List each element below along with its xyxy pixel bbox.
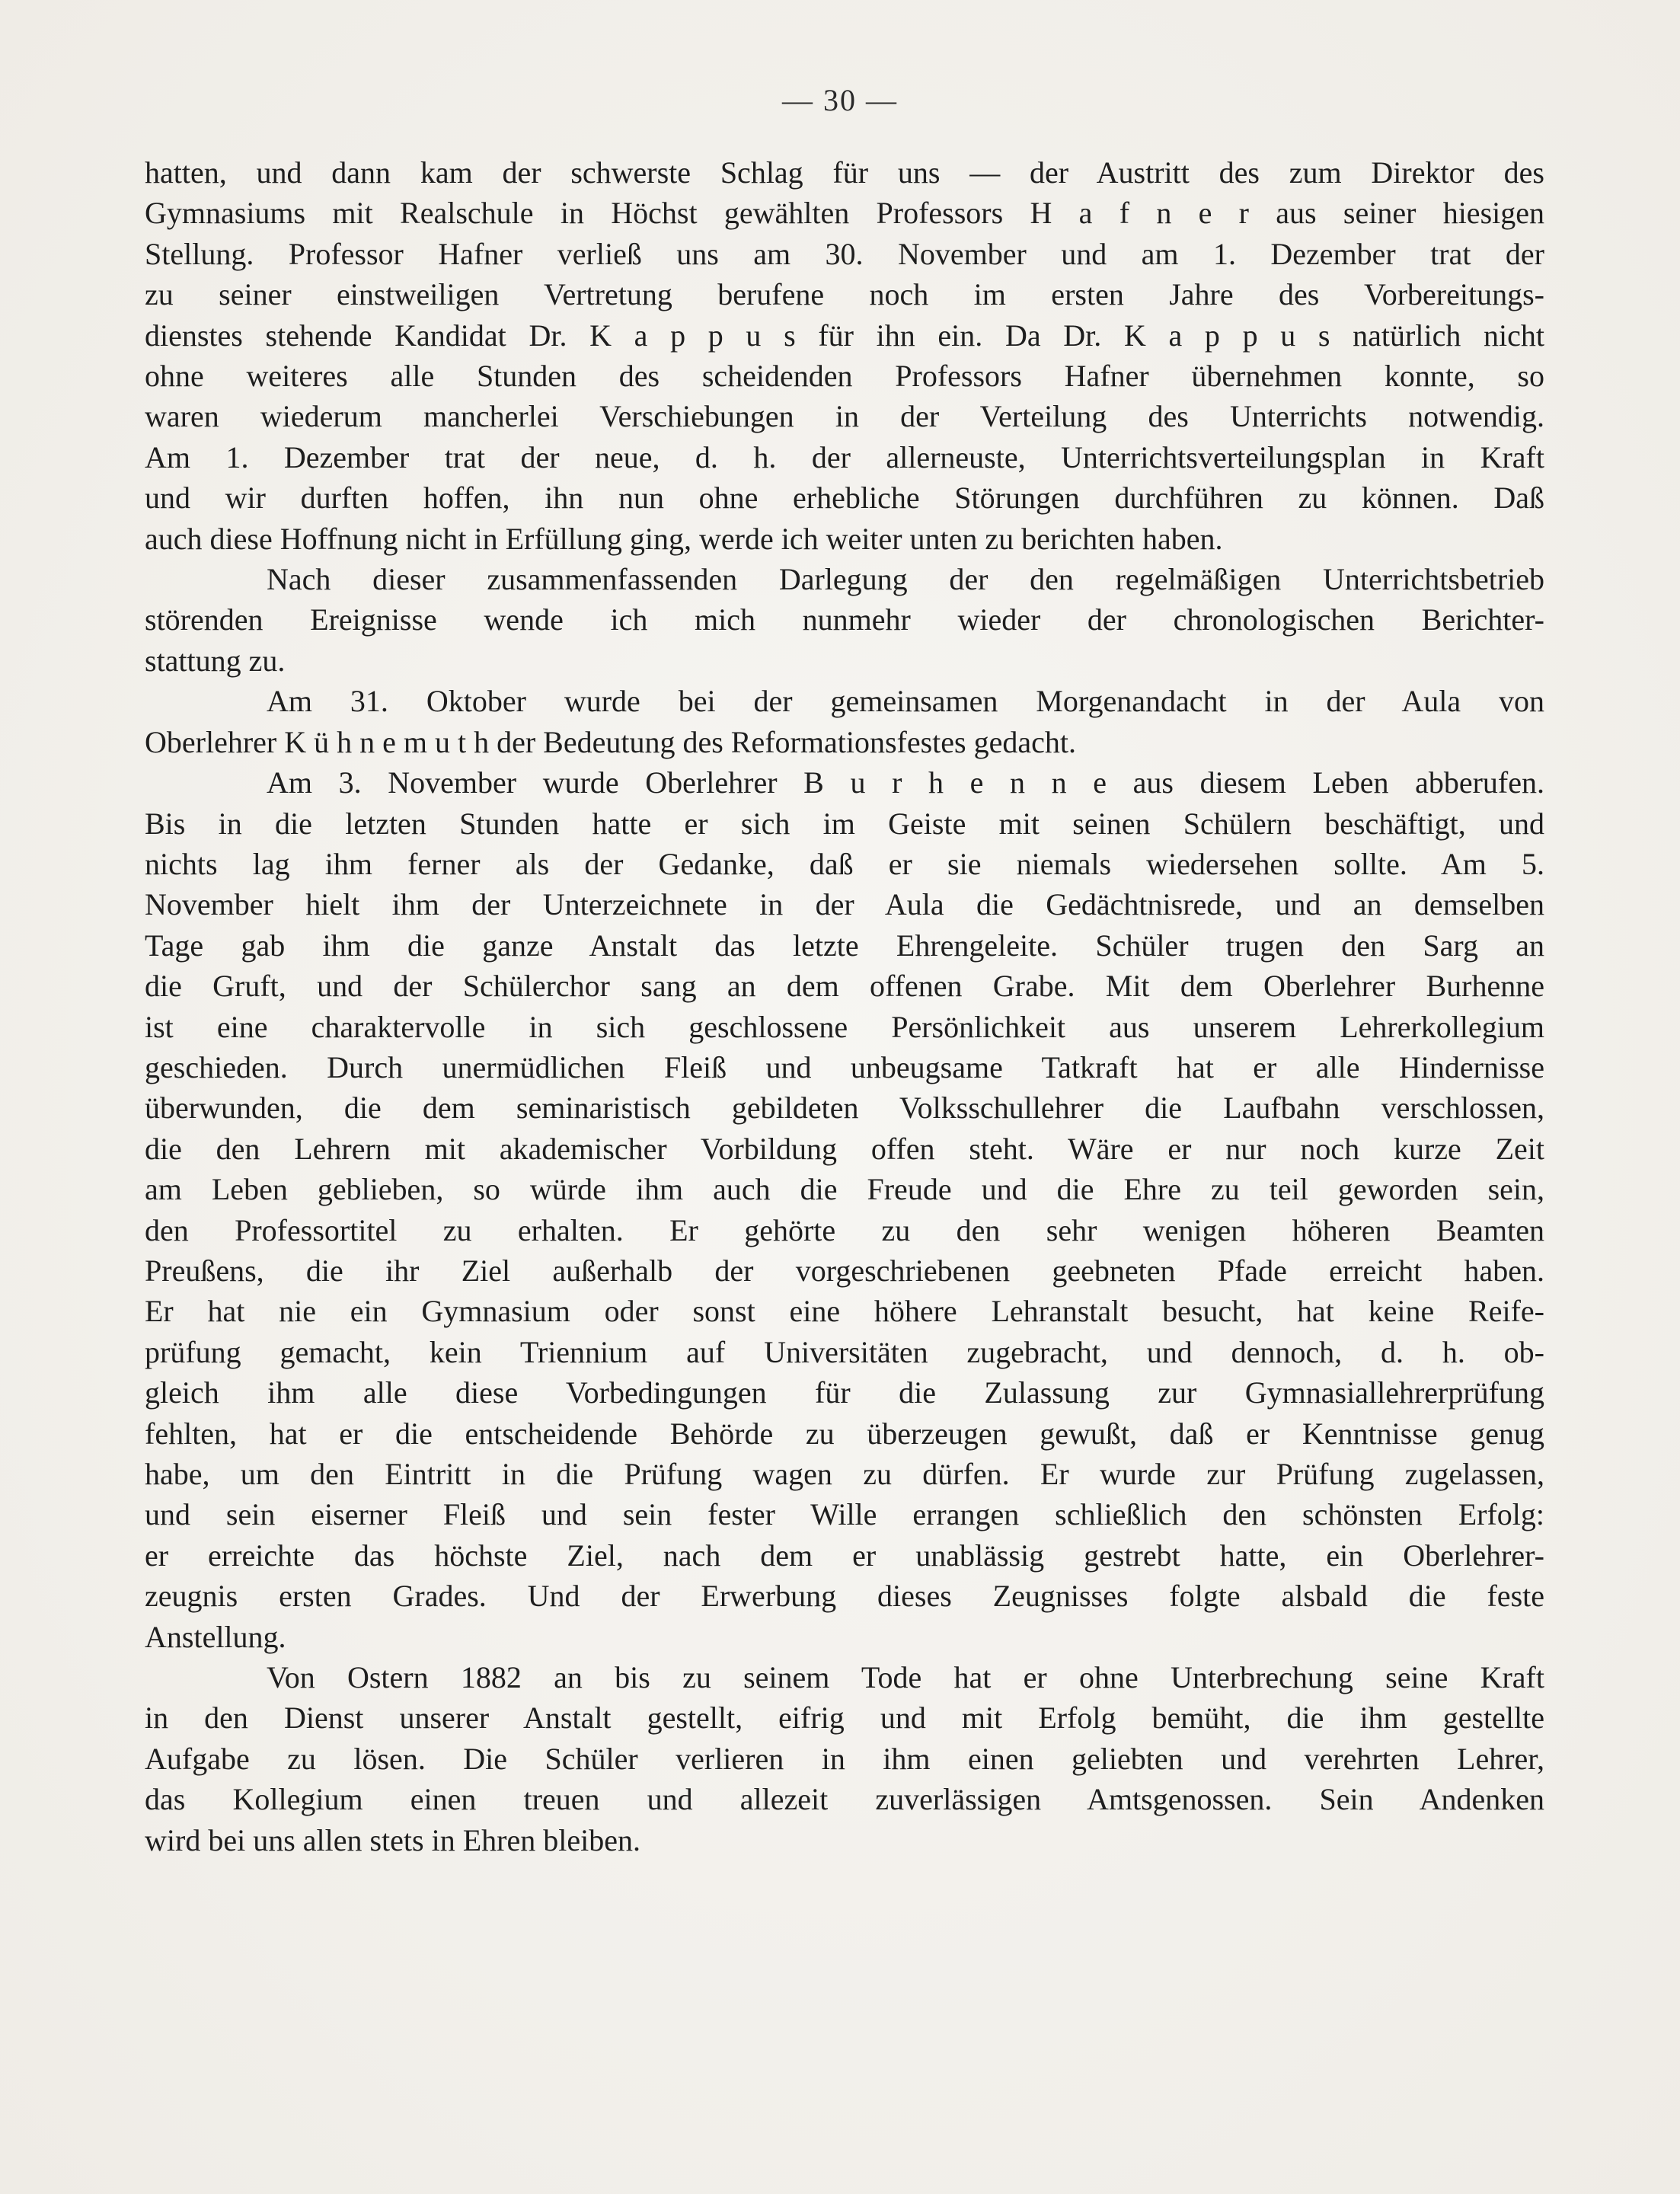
text-line: habe, um den Eintritt in die Prüfung wagen zu dürfen. Er wurde zur Prüfung zugelassen, [145, 1457, 1544, 1491]
paragraph-p3 [145, 681, 1544, 762]
text-line: den Professortitel zu erhalten. Er gehörte zu den sehr wenigen höheren Beamten [145, 1212, 1544, 1247]
text-line: Oberlehrer K ü h n e m u t h der Bedeutung des Reformationsfestes gedacht. [145, 724, 1076, 759]
page-number: — 30 — [782, 83, 898, 117]
text-line: Am 31. Oktober wurde bei der gemeinsamen Morgenandacht in der Aula von [267, 684, 1544, 719]
text-line: und sein eiserner Fleiß und sein fester Wille errangen schließlich den schönsten Erfolg: [145, 1497, 1544, 1532]
text-line: die den Lehrern mit akademischer Vorbildung offen steht. Wäre er nur noch kurze Zeit [145, 1131, 1544, 1166]
text-line: Bis in die letzten Stunden hatte er sich im Geiste mit seinen Schülern beschäftigt, und [145, 806, 1544, 841]
text-line: Am 1. Dezember trat der neue, d. h. der allerneuste, Unterrichtsverteilungsplan in Kraft [145, 439, 1544, 474]
text-line: November hielt ihm der Unterzeichnete in der Aula die Gedächtnisrede, und an demselben [145, 887, 1544, 922]
text-line: Preußens, die ihr Ziel außerhalb der vorgeschriebenen geebneten Pfade erreicht haben. [145, 1253, 1544, 1288]
text-line: waren wiederum mancherlei Verschiebungen in der Verteilung des Unterrichts notwendig. [145, 399, 1544, 434]
text-line: Nach dieser zusammenfassenden Darlegung der den regelmäßigen Unterrichtsbetrieb [267, 562, 1544, 597]
text-line: am Leben geblieben, so würde ihm auch die Freude und die Ehre zu teil geworden sein, [145, 1172, 1544, 1207]
text-line: geschieden. Durch unermüdlichen Fleiß und unbeugsame Tatkraft hat er alle Hindernisse [145, 1049, 1544, 1084]
text-line: überwunden, die dem seminaristisch gebildeten Volksschullehrer die Laufbahn verschlossen, [145, 1091, 1544, 1126]
body-text [145, 152, 1544, 1860]
text-line: zeugnis ersten Grades. Und der Erwerbung dieses Zeugnisses folgte alsbald die feste [145, 1579, 1544, 1614]
text-line: das Kollegium einen treuen und allezeit zuverlässigen Amtsgenossen. Sein Andenken [145, 1782, 1544, 1817]
text-line: wird bei uns allen stets in Ehren bleiben. [145, 1822, 640, 1857]
paragraph-p4 [145, 762, 1544, 1657]
text-line: und wir durften hoffen, ihn nun ohne erhebliche Störungen durchführen zu können. Daß [145, 481, 1544, 516]
text-line: Er hat nie ein Gymnasium oder sonst eine höhere Lehranstalt besucht, hat keine Reife- [145, 1294, 1544, 1329]
text-line: Tage gab ihm die ganze Anstalt das letzte Ehrengeleite. Schüler trugen den Sarg an [145, 928, 1544, 963]
text-line: Am 3. November wurde Oberlehrer B u r h e n n e aus diesem Leben abberufen. [267, 765, 1544, 800]
text-line: er erreichte das höchste Ziel, nach dem er unablässig gestrebt hatte, ein Oberlehrer- [145, 1538, 1544, 1573]
text-line: Gymnasiums mit Realschule in Höchst gewählten Professors H a f n e r aus seiner hiesigen [145, 196, 1544, 231]
text-line: Von Ostern 1882 an bis zu seinem Tode hat er ohne Unterbrechung seine Kraft [267, 1660, 1544, 1695]
paragraph-p1 [145, 152, 1544, 559]
text-line: hatten, und dann kam der schwerste Schlag für uns — der Austritt des zum Direktor des [145, 155, 1544, 190]
text-line: dienstes stehende Kandidat Dr. K a p p u s für ihn ein. Da Dr. K a p p u s natürlich nicht [145, 318, 1544, 353]
text-line: ohne weiteres alle Stunden des scheidenden Professors Hafner übernehmen konnte, so [145, 359, 1544, 394]
text-line: nichts lag ihm ferner als der Gedanke, daß er sie niemals wiedersehen sollte. Am 5. [145, 846, 1544, 881]
text-line: zu seiner einstweiligen Vertretung berufene noch im ersten Jahre des Vorbereitungs- [145, 277, 1544, 312]
text-line: stattung zu. [145, 643, 286, 678]
text-line: Anstellung. [145, 1619, 286, 1654]
text-line: Stellung. Professor Hafner verließ uns am 30. November und am 1. Dezember trat der [145, 236, 1544, 271]
text-line: auch diese Hoffnung nicht in Erfüllung ging, werde ich weiter unten zu berichten haben. [145, 521, 1223, 556]
text-line: Aufgabe zu lösen. Die Schüler verlieren in ihm einen geliebten und verehrten Lehrer, [145, 1741, 1544, 1776]
text-line: störenden Ereignisse wende ich mich nunmehr wieder der chronologischen Berichter- [145, 602, 1544, 637]
text-line: prüfung gemacht, kein Triennium auf Universitäten zugebracht, und dennoch, d. h. ob- [145, 1334, 1544, 1369]
text-line: die Gruft, und der Schülerchor sang an dem offenen Grabe. Mit dem Oberlehrer Burhenne [145, 969, 1544, 1004]
text-line: fehlten, hat er die entscheidende Behörde zu überzeugen gewußt, daß er Kenntnisse genug [145, 1416, 1544, 1451]
text-line: gleich ihm alle diese Vorbedingungen für die Zulassung zur Gymnasiallehrerprüfung [145, 1375, 1544, 1410]
text-line: ist eine charaktervolle in sich geschlossene Persönlichkeit aus unserem Lehrerkollegium [145, 1009, 1544, 1044]
text-line: in den Dienst unserer Anstalt gestellt, eifrig und mit Erfolg bemüht, die ihm gestellte [145, 1701, 1544, 1736]
paragraph-p2 [145, 559, 1544, 681]
paragraph-p5 [145, 1657, 1544, 1860]
